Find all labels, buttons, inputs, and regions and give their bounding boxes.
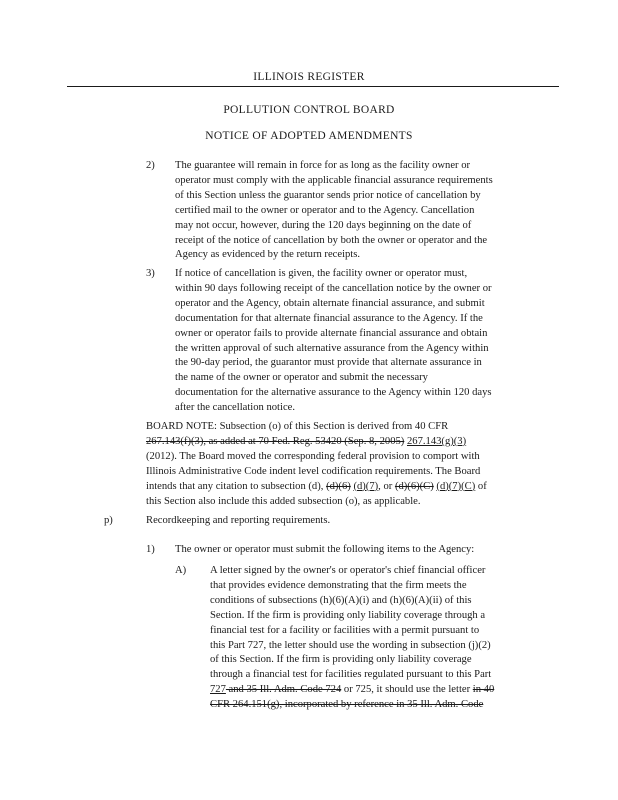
register-header: ILLINOIS REGISTER <box>253 71 365 83</box>
item-2-number: 2) <box>146 160 155 171</box>
notice-title: NOTICE OF ADOPTED AMENDMENTS <box>205 130 413 142</box>
header-rule <box>67 86 559 87</box>
item-3-number: 3) <box>146 268 155 279</box>
item-2-text: The guarantee will remain in force for as long as the facility owner or operator must comply with the applicable financial assurance requirements of this Section unless the guarantor sends prior notice of cancellation by certified mail to the owner or operator and to the Agency. Cancellation may not occur, however, during the 120 days beginning on the date of receipt of the notice of cancellation by both the owner or operator and the Agency as evidenced by the return receipts. <box>175 160 493 261</box>
item-3-text: If notice of cancellation is given, the facility owner or operator must, within 90 days following receipt of the cancellation notice by the owner or operator and the Agency, obtain alternate financial assurance, and submit documentation for that alternate financial assurance to the Agency. If the owner or operator fails to provide alternate financial assurance and obtain the written approval of such alternative assurance from the Agency within the 90-day period, the guarantor must provide that alternate assurance in the name of the owner or operator and submit the necessary documentation for the alternative assurance to the Agency within 120 days after the cancellation notice. <box>175 268 492 414</box>
item-p1-text: The owner or operator must submit the following items to the Agency: <box>175 544 475 555</box>
board-note: BOARD NOTE: Subsection (o) of this Section is derived from 40 CFR 267.143(f)(3), as added at 70 Fed. Reg. 53420 (Sep. 8, 2005) 267.143(g)(3) (2012). The Board moved the corresponding federal provision to comport with Illinois Administrative Code indent level codification requirements. The Board intends that any citation to subsection (d), (d)(6) (d)(7), or (d)(6)(C) (d)(7)(C) of this Section also include this added subsection (o), as applicable. <box>146 421 487 507</box>
item-p1-number: 1) <box>146 544 155 555</box>
board-title: POLLUTION CONTROL BOARD <box>223 104 395 116</box>
item-A-number: A) <box>175 565 187 576</box>
item-p-number: p) <box>104 515 113 526</box>
item-A-text: A letter signed by the owner's or operator's chief financial officer that provides evidence demonstrating that the firm meets the conditions of subsections (h)(6)(A)(i) and (h)(6)(A)(ii) of this Section. If the firm is providing only liability coverage through a financial test for a facility or facilities with a permit pursuant to this Part 727, the letter should use the wording in subsection (j)(2) of this Section. If the firm is providing only liability coverage through a financial test for facilities regulated pursuant to this Part 727 and 35 Ill. Adm. Code 724 or 725, it should use the letter in 40 CFR 264.151(g), incorporated by reference in 35 Ill. Adm. Code <box>210 565 495 711</box>
item-p-text: Recordkeeping and reporting requirements. <box>146 515 331 526</box>
